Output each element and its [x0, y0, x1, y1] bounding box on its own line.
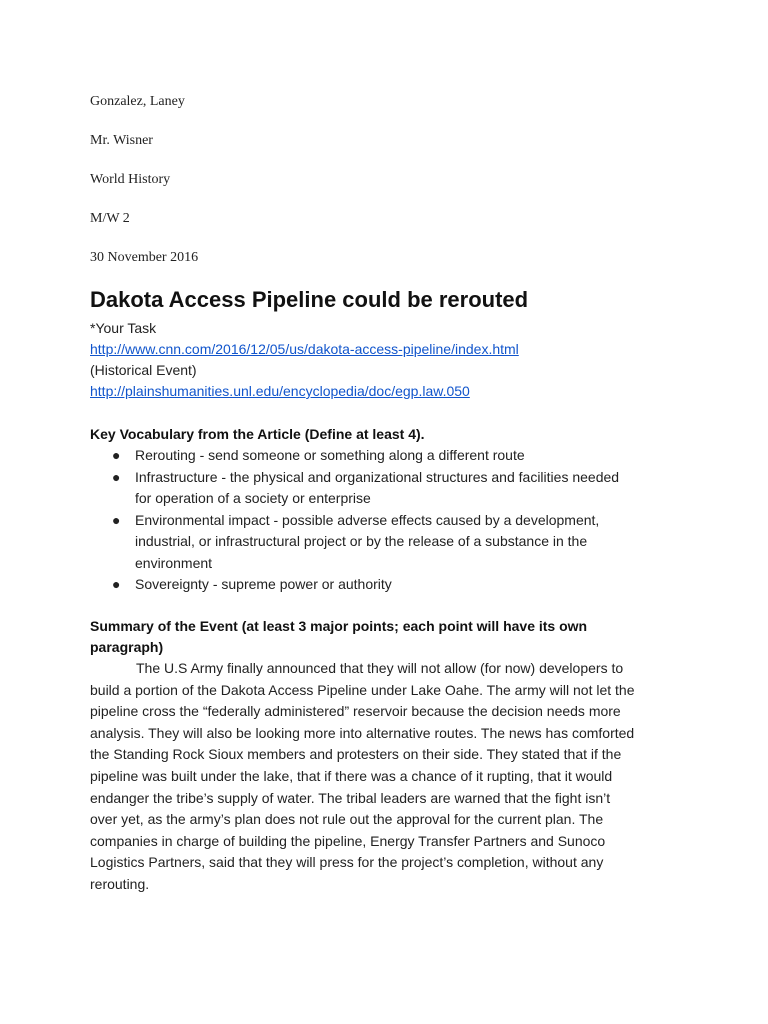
- task-link[interactable]: http://www.cnn.com/2016/12/05/us/dakota-access-pipeline/index.html: [90, 341, 519, 357]
- vocabulary-item: [90, 510, 660, 575]
- vocabulary-heading: Key Vocabulary from the Article (Define at least 4).: [90, 426, 425, 442]
- historical-link[interactable]: http://plainshumanities.unl.edu/encyclopedia/doc/egp.law.050: [90, 383, 470, 399]
- vocabulary-item: [90, 574, 660, 596]
- vocabulary-item: [90, 445, 660, 467]
- paragraph-line: endanger the tribe’s supply of water. The tribal leaders are warned that the fight isn’t: [90, 789, 611, 806]
- paragraph-line: Logistics Partners, said that they will press for the project’s completion, without any: [90, 854, 604, 871]
- summary-heading: [90, 616, 587, 658]
- student-name: Gonzalez, Laney: [90, 94, 185, 109]
- paragraph-line: The U.S Army finally announced that they will not allow (for now) developers to: [136, 660, 624, 676]
- paragraph-line: over yet, as the army’s plan does not rule out the approval for the current plan. The: [90, 811, 604, 828]
- paragraph-line: rerouting.: [90, 875, 150, 892]
- summary-heading-line: paragraph): [90, 639, 164, 655]
- vocabulary-item: [90, 467, 660, 510]
- vocabulary-item-text: Rerouting - send someone or something along a different route: [135, 447, 525, 463]
- document-date: 30 November 2016: [90, 250, 199, 265]
- page-title: Dakota Access Pipeline could be rerouted: [90, 287, 529, 312]
- task-link-row: [90, 341, 519, 357]
- paragraph-line: pipeline cross the “federally administered” reservoir because the decision needs more: [90, 703, 621, 720]
- course-name: World History: [90, 172, 171, 187]
- bullet-icon: ●: [112, 576, 121, 592]
- vocabulary-list: [90, 445, 660, 596]
- vocabulary-item-text: Environmental impact - possible adverse effects caused by a development,: [135, 511, 600, 528]
- paragraph-line: the Standing Rock Sioux members and protesters on their side. They stated that if the: [90, 746, 622, 763]
- vocabulary-item-text: Infrastructure - the physical and organizational structures and facilities needed: [135, 468, 620, 485]
- vocabulary-item-text: industrial, or infrastructural project or by the release of a substance in the: [135, 533, 588, 549]
- paragraph-line: build a portion of the Dakota Access Pipeline under Lake Oahe. The army will not let the: [90, 681, 635, 698]
- summary-paragraph: [90, 658, 680, 896]
- vocabulary-item-text: environment: [135, 554, 213, 571]
- task-label: *Your Task: [90, 320, 157, 336]
- historical-label: (Historical Event): [90, 362, 197, 378]
- paragraph-line: analysis. They will also be looking more into alternative routes. The news has comforted: [90, 724, 635, 741]
- vocabulary-item-text: for operation of a society or enterprise: [135, 490, 371, 506]
- summary-heading-line: Summary of the Event (at least 3 major points; each point will have its own: [90, 618, 588, 634]
- bullet-icon: ●: [112, 511, 121, 528]
- bullet-icon: ●: [112, 447, 121, 463]
- historical-link-row: [90, 383, 470, 399]
- class-period: M/W 2: [90, 211, 130, 226]
- paragraph-line: companies in charge of building the pipeline, Energy Transfer Partners and Sunoco: [90, 832, 606, 849]
- bullet-icon: ●: [112, 468, 121, 485]
- vocabulary-item-text: Sovereignty - supreme power or authority: [135, 576, 392, 592]
- teacher-name: Mr. Wisner: [90, 133, 153, 148]
- paragraph-line: pipeline was built under the lake, that if there was a chance of it rupting, that it would: [90, 767, 613, 784]
